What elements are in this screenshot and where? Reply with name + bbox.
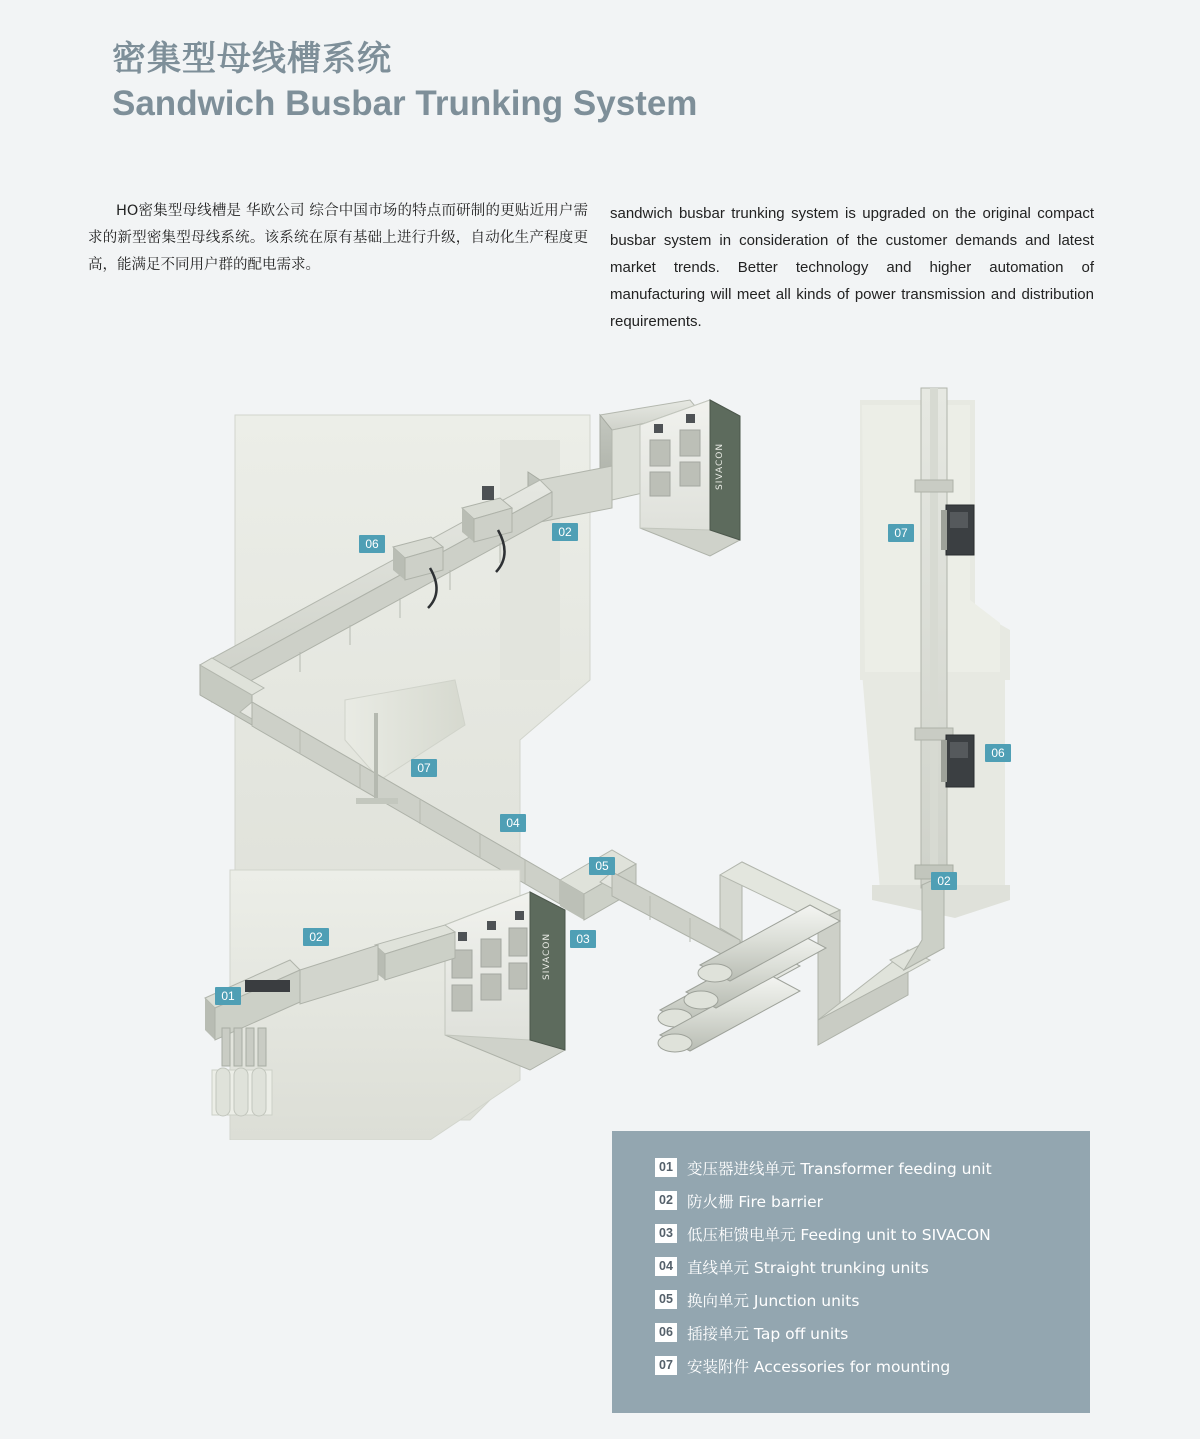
page-header xyxy=(112,36,1112,126)
callout-02-upper: 02 xyxy=(552,523,578,541)
callout-02-lower: 02 xyxy=(303,928,329,946)
legend-panel xyxy=(612,1131,1090,1413)
busbar-system-illustration xyxy=(0,380,1200,1140)
legend-label: 插接单元 Tap off units xyxy=(687,1324,849,1343)
legend-item xyxy=(612,1349,1090,1382)
callout-04-straight: 04 xyxy=(500,814,526,832)
legend-label: 换向单元 Junction units xyxy=(687,1291,860,1310)
legend-item xyxy=(612,1316,1090,1349)
legend-label: 防火栅 Fire barrier xyxy=(687,1192,824,1211)
callout-06-riser: 06 xyxy=(985,744,1011,762)
callout-05-junction: 05 xyxy=(589,857,615,875)
legend-list xyxy=(612,1131,1090,1382)
legend-number: 06 xyxy=(655,1323,677,1342)
legend-label: 安装附件 Accessories for mounting xyxy=(687,1357,951,1376)
svg-text:SIVACON: SIVACON xyxy=(542,932,552,980)
vertical-busbar-riser xyxy=(915,388,953,888)
callout-01-transformer: 01 xyxy=(215,987,241,1005)
callout-02-riser-base: 02 xyxy=(931,872,957,890)
legend-item xyxy=(612,1184,1090,1217)
legend-item xyxy=(612,1283,1090,1316)
intro-paragraph-en: sandwich busbar trunking system is upgraded on the original compact busbar system in consideration of the customer demands and latest market trends. Better technology and higher automation of manufacturing will meet all kinds of power transmission and distribution requirements. xyxy=(610,205,1094,330)
legend-item xyxy=(612,1217,1090,1250)
legend-number: 05 xyxy=(655,1290,677,1309)
callout-06-upper: 06 xyxy=(359,535,385,553)
legend-item xyxy=(612,1151,1090,1184)
legend-label: 变压器进线单元 Transformer feeding unit xyxy=(687,1159,992,1178)
legend-number: 01 xyxy=(655,1158,677,1177)
tap-off-box-riser-upper xyxy=(941,505,974,555)
tap-off-box-riser-lower xyxy=(941,735,974,787)
legend-label: 低压柜馈电单元 Feeding unit to SIVACON xyxy=(687,1225,991,1244)
legend-item xyxy=(612,1250,1090,1283)
legend-number: 04 xyxy=(655,1257,677,1276)
callout-03-feeding: 03 xyxy=(570,930,596,948)
page-title-en: Sandwich Busbar Trunking System xyxy=(112,84,698,123)
legend-number: 02 xyxy=(655,1191,677,1210)
busbar-run-lower-right xyxy=(600,872,740,964)
page-title-cn: 密集型母线槽系统 xyxy=(112,40,392,78)
svg-text:SIVACON: SIVACON xyxy=(715,442,725,490)
callout-07-riser: 07 xyxy=(888,524,914,542)
legend-number: 03 xyxy=(655,1224,677,1243)
callout-07-bracket: 07 xyxy=(411,759,437,777)
legend-label: 直线单元 Straight trunking units xyxy=(687,1258,929,1277)
intro-paragraph-cn: HO密集型母线槽是 华欧公司 综合中国市场的特点而研制的更贴近用户需求的新型密集型母线系统。该系统在原有基础上进行升级，自动化生产程度更高，能满足不同用户群的配电需求。 xyxy=(88,203,588,273)
sivacon-cabinet-upper xyxy=(640,400,740,556)
legend-number: 07 xyxy=(655,1356,677,1375)
